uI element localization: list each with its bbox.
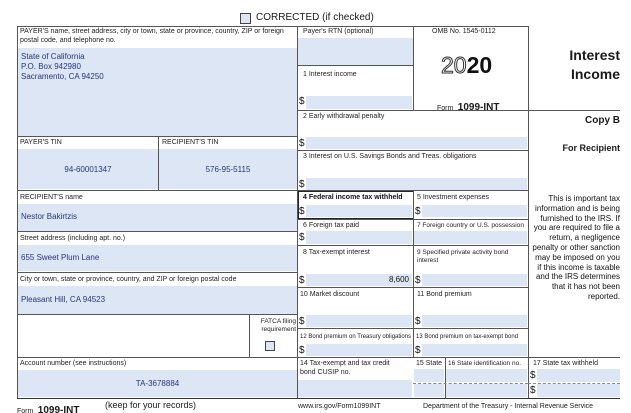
- box16-label: 16 State identification no.: [448, 360, 521, 367]
- box5-field[interactable]: [422, 205, 527, 217]
- box12-field[interactable]: [306, 344, 412, 356]
- box7-label: 7 Foreign country or U.S. possession: [417, 222, 524, 229]
- box3-field[interactable]: [306, 178, 527, 190]
- box2-field[interactable]: [306, 137, 527, 149]
- row-line-219: [297, 219, 528, 220]
- street-value: 655 Sweet Plum Lane: [21, 253, 100, 262]
- footer-url: www.irs.gov/Form1099INT: [298, 403, 381, 410]
- box12-dollar: $: [299, 345, 305, 356]
- box14-label: 14 Tax-exempt and tax credit bond CUSIP no.: [300, 360, 390, 376]
- form-top-border: [17, 26, 528, 27]
- form-title-line-2: Income: [570, 66, 620, 82]
- box8-label: 8 Tax-exempt interest: [303, 249, 370, 256]
- box9-label: 9 Specified private activity bond interest: [417, 249, 509, 264]
- box7-field[interactable]: [414, 231, 527, 244]
- copy-for: For Recipient: [562, 143, 620, 153]
- box3-dollar: $: [299, 179, 305, 190]
- box4-label: 4 Federal income tax withheld: [303, 194, 403, 201]
- title-divider: [528, 26, 529, 398]
- row-line-357: [17, 357, 528, 358]
- box8-value: 8,600: [388, 275, 409, 284]
- street-label: Street address (including apt. no.): [20, 235, 126, 242]
- box10-dollar: $: [299, 316, 305, 327]
- box9-dollar: $: [415, 275, 421, 286]
- box14-field[interactable]: [298, 380, 412, 397]
- box3-top: [297, 150, 528, 151]
- row-line-245: [297, 245, 528, 246]
- box2-dollar: $: [299, 138, 305, 149]
- fatca-row-top: [17, 314, 297, 315]
- box1-field[interactable]: [306, 96, 412, 109]
- tax-year-prefix: 20: [441, 52, 467, 78]
- box17-field-b[interactable]: [537, 384, 620, 397]
- box6-dollar: $: [299, 232, 305, 243]
- row-line-190: [17, 190, 528, 191]
- box6-label: 6 Foreign tax paid: [303, 222, 360, 229]
- rtn-field[interactable]: [298, 38, 413, 65]
- box11-label: 11 Bond premium: [417, 291, 472, 298]
- box16-field-b[interactable]: [446, 384, 527, 397]
- city-label: City or town, state or province, country, and ZIP or foreign postal code: [20, 276, 237, 283]
- box16-field-a[interactable]: [446, 369, 527, 382]
- street-row-top: [17, 231, 297, 232]
- box15-label: 15 State: [416, 360, 443, 367]
- box9-field[interactable]: [422, 274, 527, 286]
- box2-label: 2 Early withdrawal penalty: [303, 113, 385, 120]
- box15-field-b[interactable]: [414, 384, 444, 397]
- recipient-name-value: Nestor Bakirtzis: [21, 212, 78, 221]
- fatca-checkbox[interactable]: [265, 341, 275, 351]
- row-line-287: [297, 287, 528, 288]
- form-bottom-border: [17, 398, 620, 399]
- form-title-line-1: Interest: [569, 47, 620, 63]
- corrected-label: CORRECTED (if checked): [256, 12, 374, 23]
- box10-label: 10 Market discount: [300, 291, 360, 298]
- box15-16-split: [413, 383, 528, 384]
- omb-number: OMB No. 1545-0112: [432, 28, 496, 35]
- account-value: TA-3678884: [135, 379, 180, 388]
- omb-divider: [413, 26, 414, 110]
- box1-top: [297, 65, 413, 66]
- box13-dollar: $: [415, 345, 421, 356]
- box1-label: 1 Interest income: [303, 71, 357, 78]
- payer-line-2: P.O. Box 942980: [21, 62, 81, 71]
- city-value: Pleasant Hill, CA 94523: [21, 295, 106, 304]
- account-label: Account number (see instructions): [20, 360, 127, 367]
- footer-dept: Department of the Treasury - Internal Revenue Service: [423, 403, 594, 410]
- box1-dollar: $: [299, 96, 305, 107]
- box4-dollar: $: [299, 206, 305, 217]
- tax-year-suffix: 20: [466, 52, 493, 78]
- copy-label: Copy B: [585, 115, 620, 126]
- footer-form-name: 1099-INT: [37, 405, 80, 413]
- form-id-prefix: Form: [437, 105, 454, 112]
- payer-tin-value: 94-60001347: [64, 165, 112, 174]
- form-id-name: 1099-INT: [457, 102, 500, 113]
- footer-form: [17, 400, 79, 413]
- box17-split: [528, 383, 620, 384]
- box17-field-a[interactable]: [537, 369, 620, 382]
- important-notice: This is important tax information and is being furnished to the IRS. If you are required to file a return, a negligence penalty or other sanction may be imposed on you if this income is taxable and the IRS determines that it has not been reported.: [532, 194, 620, 301]
- row-line-110: [297, 110, 620, 111]
- form-title: [528, 46, 620, 84]
- payer-line-1: State of California: [21, 52, 85, 61]
- box11-field[interactable]: [422, 315, 527, 327]
- box6-field[interactable]: [306, 231, 412, 244]
- box5-dollar: $: [415, 206, 421, 217]
- form-id: [437, 97, 499, 115]
- footer-keep: (keep for your records): [105, 400, 197, 410]
- corrected-checkbox[interactable]: [240, 13, 251, 24]
- box17-top: [528, 357, 620, 358]
- box10-field[interactable]: [306, 315, 412, 327]
- tax-year: [441, 52, 492, 78]
- box5-divider: [413, 190, 414, 357]
- rtn-label: Payer's RTN (optional): [303, 28, 374, 35]
- fatca-label: FATCA filing requirement: [260, 318, 296, 333]
- footer-form-prefix: Form: [17, 408, 34, 413]
- box4-field[interactable]: [306, 205, 412, 217]
- box5-label: 5 Investment expenses: [417, 194, 489, 201]
- recipient-tin-value: 576-95-5115: [205, 165, 251, 174]
- box8-dollar: $: [299, 275, 305, 286]
- payer-label: PAYER'S name, street address, city or town, state or province, country, ZIP or foreign postal code, and telephone no.: [20, 28, 284, 44]
- box13-field[interactable]: [422, 344, 527, 356]
- row-line-328: [297, 328, 528, 329]
- box17-dollar-b: $: [530, 385, 536, 396]
- box12-label: 12 Bond premium on Treasury obligations: [300, 334, 412, 340]
- box11-dollar: $: [415, 316, 421, 327]
- tin-row-top: [17, 136, 297, 137]
- box3-label: 3 Interest on U.S. Savings Bonds and Treas. obligations: [303, 153, 477, 160]
- city-row-top: [17, 272, 297, 273]
- box17-label: 17 State tax withheld: [533, 360, 598, 367]
- payer-line-3: Sacramento, CA 94250: [21, 72, 104, 81]
- recipient-name-label: RECIPIENT'S name: [20, 194, 83, 201]
- box15-field-a[interactable]: [414, 369, 444, 382]
- payer-tin-label: PAYER'S TIN: [20, 139, 62, 146]
- recipient-tin-label: RECIPIENT'S TIN: [162, 139, 219, 146]
- box17-dollar-a: $: [530, 370, 536, 381]
- box13-label: 13 Bond premium on tax-exempt bond: [416, 334, 519, 340]
